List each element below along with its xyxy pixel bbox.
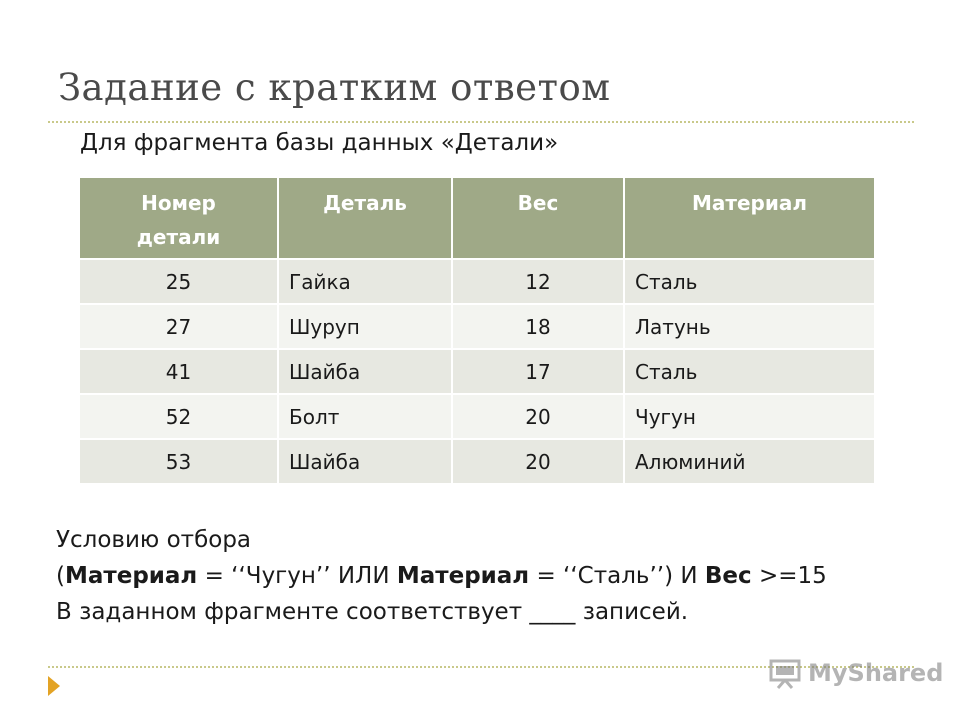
cell-part: Шайба — [278, 349, 452, 394]
cell-number: 53 — [80, 439, 278, 483]
condition-line-1: Условию отбора — [56, 527, 252, 553]
cell-number: 41 — [80, 349, 278, 394]
subtitle: Для фрагмента базы данных «Детали» — [80, 130, 559, 156]
condition-line-2 — [56, 558, 827, 594]
table-row — [80, 439, 874, 483]
watermark-logo — [768, 656, 943, 690]
header-part: Деталь — [278, 178, 452, 259]
watermark-text: MyShared — [808, 659, 944, 687]
cell-weight: 12 — [452, 259, 624, 304]
table-row — [80, 259, 874, 304]
condition-line-3: В заданном фрагменте соответствует ____ записей. — [56, 599, 689, 625]
cell-material: Сталь — [624, 259, 874, 304]
selection-condition — [56, 522, 827, 630]
cell-weight: 20 — [452, 439, 624, 483]
header-material: Материал — [624, 178, 874, 259]
presentation-board-icon — [768, 656, 802, 690]
cell-material: Чугун — [624, 394, 874, 439]
table-row — [80, 349, 874, 394]
table-row — [80, 304, 874, 349]
cell-number: 25 — [80, 259, 278, 304]
cell-part: Шайба — [278, 439, 452, 483]
table-header-row — [80, 178, 874, 259]
header-weight: Вес — [452, 178, 624, 259]
cell-material: Алюминий — [624, 439, 874, 483]
table-row — [80, 394, 874, 439]
cell-part: Шуруп — [278, 304, 452, 349]
header-number: Номер детали — [80, 178, 278, 259]
condition-keyword-weight: Вес — [704, 563, 752, 589]
parts-table — [80, 178, 874, 483]
cell-part: Гайка — [278, 259, 452, 304]
cell-material: Сталь — [624, 349, 874, 394]
condition-keyword-material: Материал — [396, 563, 530, 589]
cell-number: 52 — [80, 394, 278, 439]
condition-eq-cast-iron: = ‘‘Чугун’’ ИЛИ — [197, 563, 397, 589]
cell-number: 27 — [80, 304, 278, 349]
triangle-bullet-icon — [48, 676, 60, 696]
slide-title: Задание с кратким ответом — [58, 66, 611, 109]
cell-weight: 20 — [452, 394, 624, 439]
condition-keyword-material: Материал — [64, 563, 198, 589]
cell-weight: 17 — [452, 349, 624, 394]
condition-open-paren: ( — [56, 563, 65, 589]
cell-material: Латунь — [624, 304, 874, 349]
top-divider — [48, 121, 914, 123]
cell-weight: 18 — [452, 304, 624, 349]
cell-part: Болт — [278, 394, 452, 439]
condition-eq-steel: = ‘‘Сталь’’) И — [529, 563, 705, 589]
condition-ge-value: >=15 — [751, 563, 827, 589]
